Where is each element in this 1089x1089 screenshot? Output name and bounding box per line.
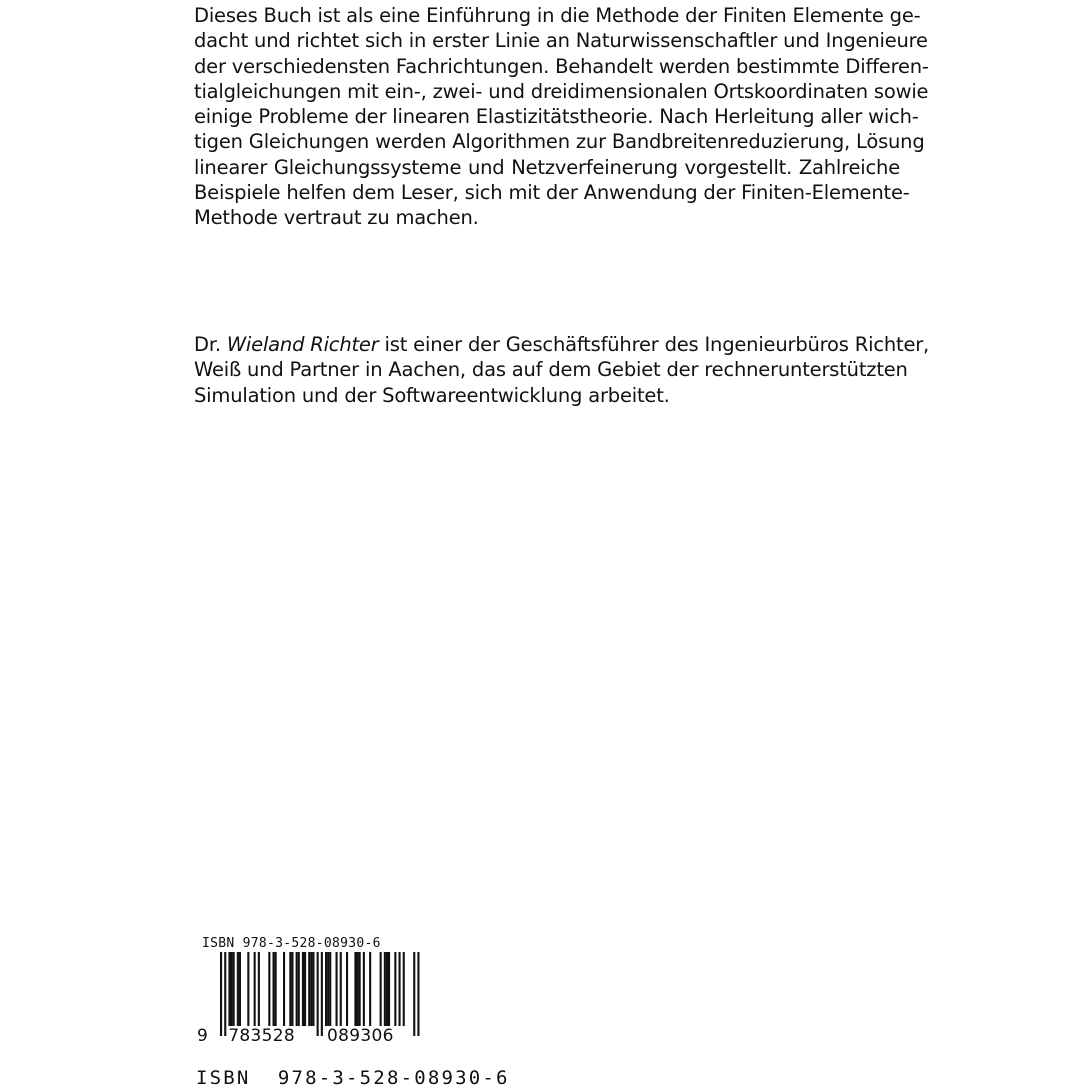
barcode-bar bbox=[325, 952, 327, 1026]
barcode-bar bbox=[273, 952, 275, 1026]
barcode-bar bbox=[354, 952, 356, 1026]
description-line: tigen Gleichungen werden Algorithmen zur Bandbreitenreduzierung, Lösung bbox=[194, 130, 925, 154]
barcode-guard-bar bbox=[413, 952, 415, 1036]
barcode-guard-bar bbox=[417, 952, 419, 1036]
barcode-bar bbox=[388, 952, 390, 1026]
barcode-left-digits: 783528 bbox=[228, 1026, 295, 1046]
description-line: Methode vertraut zu machen. bbox=[194, 206, 479, 230]
barcode-bar bbox=[327, 952, 329, 1026]
barcode-bar bbox=[291, 952, 293, 1026]
barcode-bar bbox=[233, 952, 235, 1026]
barcode-bar bbox=[329, 952, 331, 1026]
barcode-bar bbox=[399, 952, 401, 1026]
barcode-bar bbox=[254, 952, 256, 1026]
description-line: einige Probleme der linearen Elastizitätstheorie. Nach Herleitung aller wich- bbox=[194, 105, 919, 129]
barcode-guard-bar bbox=[220, 952, 222, 1036]
author-bio-line bbox=[194, 332, 930, 357]
author-title: Dr. bbox=[194, 333, 227, 356]
barcode-bar bbox=[386, 952, 388, 1026]
author-bio-text: ist einer der Geschäftsführer des Ingenieurbüros Richter, bbox=[378, 333, 930, 356]
description-line: linearer Gleichungssysteme und Netzverfeinerung vorgestellt. Zahlreiche bbox=[194, 155, 900, 179]
barcode-bar bbox=[403, 952, 405, 1026]
barcode-bar bbox=[310, 952, 312, 1026]
barcode-bar bbox=[312, 952, 314, 1026]
author-name: Wieland Richter bbox=[226, 333, 379, 356]
barcode-bar bbox=[363, 952, 365, 1026]
barcode-bar bbox=[231, 952, 233, 1026]
barcode-bar bbox=[302, 952, 304, 1026]
barcode-isbn-label: ISBN 978-3-528-08930-6 bbox=[202, 936, 381, 951]
author-bio-line: Simulation und der Softwareentwicklung arbeitet. bbox=[194, 383, 670, 407]
barcode-bar bbox=[283, 952, 285, 1026]
barcode-bar bbox=[228, 952, 230, 1026]
description-line: tialgleichungen mit ein-, zwei- und dreidimensionalen Ortskoordinaten sowie bbox=[194, 79, 929, 103]
barcode-bar bbox=[258, 952, 260, 1026]
isbn-barcode bbox=[198, 936, 428, 1056]
barcode-bar bbox=[357, 952, 359, 1026]
barcode-guard-bar bbox=[224, 952, 226, 1036]
barcode-guard-bar bbox=[317, 952, 319, 1036]
barcode-bar bbox=[237, 952, 239, 1026]
author-bio bbox=[194, 332, 930, 408]
barcode-bar bbox=[384, 952, 386, 1026]
barcode-bar bbox=[239, 952, 241, 1026]
barcode-bar bbox=[289, 952, 291, 1026]
barcode-right-digits: 089306 bbox=[327, 1026, 394, 1046]
barcode-bar bbox=[394, 952, 396, 1026]
description-line: dacht und richtet sich in erster Linie an Naturwissenschaftler und Ingenieure bbox=[194, 29, 928, 53]
barcode-bar bbox=[275, 952, 277, 1026]
barcode-lead-digit: 9 bbox=[197, 1026, 208, 1046]
barcode-bar bbox=[247, 952, 249, 1026]
barcode-bar bbox=[340, 952, 342, 1026]
author-bio-line: Weiß und Partner in Aachen, das auf dem Gebiet der rechnerunterstützten bbox=[194, 358, 908, 382]
barcode-bar bbox=[308, 952, 310, 1026]
description-line: der verschiedensten Fachrichtungen. Behandelt werden bestimmte Differen- bbox=[194, 54, 929, 78]
barcode-bar bbox=[346, 952, 348, 1026]
barcode-bar bbox=[369, 952, 371, 1026]
description-line: Dieses Buch ist als eine Einführung in die Methode der Finiten Elemente ge- bbox=[194, 4, 921, 27]
barcode-bar bbox=[304, 952, 306, 1026]
isbn-number: ISBN 978-3-528-08930-6 bbox=[196, 1067, 510, 1089]
barcode-bar bbox=[336, 952, 338, 1026]
description-line: Beispiele helfen dem Leser, sich mit der Anwendung der Finiten-Elemente- bbox=[194, 181, 910, 205]
barcode-guard-bar bbox=[321, 952, 323, 1036]
barcode-bar bbox=[359, 952, 361, 1026]
barcode-bar bbox=[268, 952, 270, 1026]
book-description bbox=[194, 3, 929, 231]
barcode-bar bbox=[298, 952, 300, 1026]
barcode-bar bbox=[380, 952, 382, 1026]
barcode-bar bbox=[296, 952, 298, 1026]
